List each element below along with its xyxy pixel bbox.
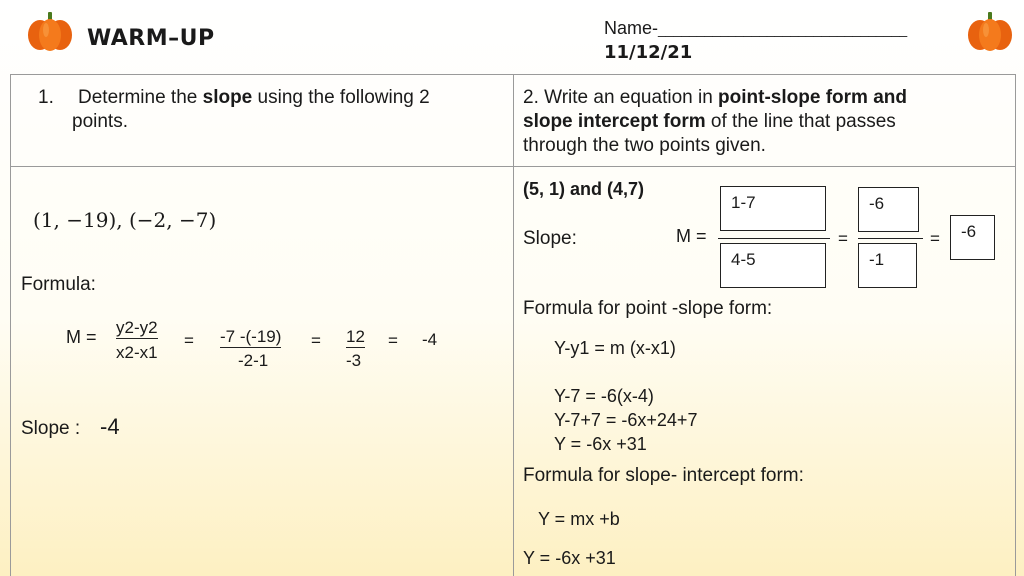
q1-frac3-num: 12 (346, 327, 365, 346)
q1-points: (1, −19), (−2, −7) (33, 208, 217, 232)
q1-slope-label: Slope : (21, 418, 81, 439)
q2-points: (5, 1) and (4,7) (523, 179, 645, 199)
q1-frac2-num: -7 -(-19) (220, 327, 282, 346)
q1-frac3-den: -3 (346, 351, 362, 370)
table-border-right (1015, 74, 1016, 576)
q2-denominator-box: 4-5 (720, 243, 826, 288)
q2-point-slope-label: Formula for point -slope form: (523, 298, 773, 319)
name-line (604, 18, 907, 39)
q2-slope-label: Slope: (523, 228, 577, 249)
page-title: WARM–UP (87, 26, 215, 51)
q2-eq1: = (838, 229, 848, 248)
q1-eq2: = (311, 331, 321, 350)
q1-formula-label: Formula: (21, 274, 96, 295)
q2-slope-intercept-label: Formula for slope- intercept form: (523, 465, 804, 486)
q2-frac-line-1 (718, 238, 830, 239)
q2-frac-line-2 (858, 238, 923, 239)
name-label: Name- (604, 18, 659, 38)
q1-frac1-den: x2-x1 (116, 343, 158, 362)
q2-point-slope-step1: Y-7 = -6(x-4) (554, 386, 654, 406)
q2-numerator-box: 1-7 (720, 186, 826, 231)
q1-frac1-num: y2-y2 (116, 318, 158, 337)
q2-prompt-line3: through the two points given. (523, 135, 766, 156)
q1-eq3: = (388, 331, 398, 350)
pumpkin-icon (26, 10, 74, 52)
q1-prompt: Determine the slope using the following 2 (78, 87, 430, 108)
q2-denominator-box-2: -1 (858, 243, 917, 288)
q1-frac2-den: -2-1 (238, 351, 269, 370)
q2-point-slope-step2: Y-7+7 = -6x+24+7 (554, 410, 698, 430)
q2-eq2: = (930, 229, 940, 248)
q1-m-label: M = (66, 327, 97, 347)
q1-result: -4 (422, 330, 438, 349)
q2-slope-intercept-answer: Y = -6x +31 (523, 548, 616, 568)
pumpkin-icon (966, 10, 1014, 52)
q2-slope-intercept-formula: Y = mx +b (538, 509, 620, 529)
q1-prompt-line2: points. (72, 111, 128, 132)
q2-prompt-line1: 2. Write an equation in point-slope form and (523, 87, 907, 108)
q2-point-slope-formula: Y-y1 = m (x-x1) (554, 338, 676, 358)
table-border-middle (513, 74, 514, 576)
name-blank: ________________________________ (658, 21, 908, 37)
q1-number: 1. (38, 87, 54, 108)
q1-eq1: = (184, 331, 194, 350)
q2-m-label: M = (676, 226, 707, 246)
date: 11/12/21 (604, 42, 693, 63)
q2-prompt-line2: slope intercept form of the line that passes (523, 111, 896, 132)
q1-slope-value: -4 (100, 414, 120, 439)
q2-result-box: -6 (950, 215, 995, 260)
table-border-left (10, 74, 11, 576)
q2-point-slope-step3: Y = -6x +31 (554, 434, 647, 454)
q2-numerator-box-2: -6 (858, 187, 919, 232)
